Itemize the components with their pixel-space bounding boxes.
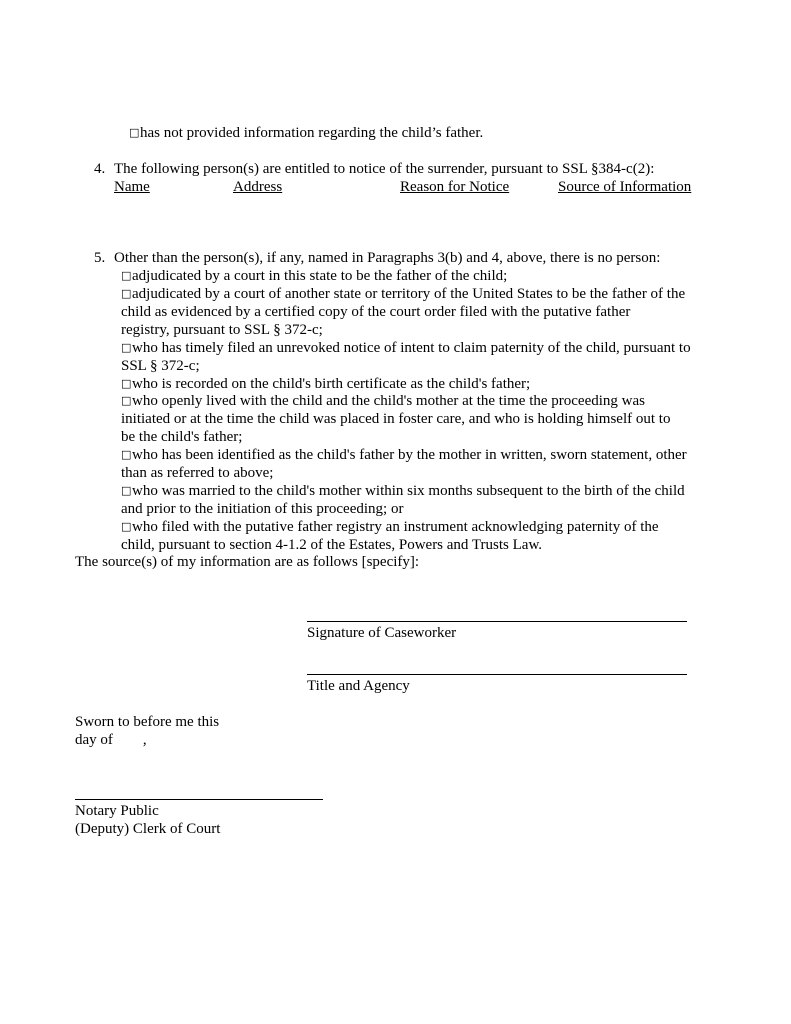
sworn-line-1: Sworn to before me this	[75, 714, 220, 730]
list-item: □adjudicated by a court in this state to be the father of the child;	[121, 268, 508, 284]
title-agency-line[interactable]	[307, 674, 687, 675]
list-item: □adjudicated by a court of another state or territory of the United States to be the father of the	[121, 286, 686, 302]
list-item: □who was married to the child's mother within six months subsequent to the birth of the child	[121, 483, 685, 499]
title-agency-label: Title and Agency	[307, 678, 410, 694]
notary-public-label: Notary Public	[75, 803, 159, 819]
list-item: □who has been identified as the child's father by the mother in written, sworn statement, other	[121, 447, 687, 463]
header-reason: Reason for Notice	[400, 179, 510, 195]
checkbox-icon[interactable]: □	[121, 394, 132, 407]
checkbox-icon[interactable]: □	[121, 341, 132, 354]
list-item-continued: child as evidenced by a certified copy of the court order filed with the putative father	[121, 304, 631, 320]
list-item-continued: registry, pursuant to SSL § 372-c;	[121, 322, 323, 338]
clerk-of-court-label: (Deputy) Clerk of Court	[75, 821, 221, 837]
list-item: □who filed with the putative father registry an instrument acknowledging paternity of the	[121, 519, 659, 535]
header-address: Address	[233, 179, 283, 195]
checkbox-icon[interactable]: □	[121, 287, 132, 300]
paragraph-5-number: 5.	[94, 250, 106, 266]
source-line: The source(s) of my information are as follows [specify]:	[75, 554, 420, 570]
checkbox-icon[interactable]: □	[121, 520, 132, 533]
header-source: Source of Information	[558, 179, 692, 195]
list-item-continued: child, pursuant to section 4-1.2 of the Estates, Powers and Trusts Law.	[121, 537, 543, 553]
list-item: □who is recorded on the child's birth certificate as the child's father;	[121, 376, 531, 392]
notary-signature-line[interactable]	[75, 799, 323, 800]
list-item: □who openly lived with the child and the child's mother at the time the proceeding was	[121, 393, 645, 409]
checkbox-icon[interactable]: □	[121, 377, 132, 390]
list-item-continued: than as referred to above;	[121, 465, 274, 481]
father-info-item	[129, 124, 483, 142]
list-item-continued: and prior to the initiation of this proceeding; or	[121, 501, 404, 517]
paragraph-4-text: The following person(s) are entitled to notice of the surrender, pursuant to SSL §384-c(2):	[114, 161, 655, 177]
item-text: has not provided information regarding the child’s father.	[140, 125, 484, 141]
list-item-continued: be the child's father;	[121, 429, 243, 445]
list-item: □who has timely filed an unrevoked notice of intent to claim paternity of the child, pursuant to	[121, 340, 691, 356]
paragraph-4-number: 4.	[94, 161, 106, 177]
checkbox-icon[interactable]: □	[121, 484, 132, 497]
list-item-continued: initiated or at the time the child was placed in foster care, and who is holding himself out to	[121, 411, 671, 427]
header-name: Name	[114, 179, 150, 195]
caseworker-signature-line[interactable]	[307, 621, 687, 622]
paragraph-5-intro: Other than the person(s), if any, named in Paragraphs 3(b) and 4, above, there is no person:	[114, 250, 661, 266]
sworn-line-2: day of ,	[75, 732, 147, 748]
list-item-continued: SSL § 372-c;	[121, 358, 200, 374]
caseworker-signature-label: Signature of Caseworker	[307, 625, 457, 641]
checkbox-icon[interactable]: □	[129, 126, 140, 139]
checkbox-icon[interactable]: □	[121, 448, 132, 461]
checkbox-icon[interactable]: □	[121, 269, 132, 282]
